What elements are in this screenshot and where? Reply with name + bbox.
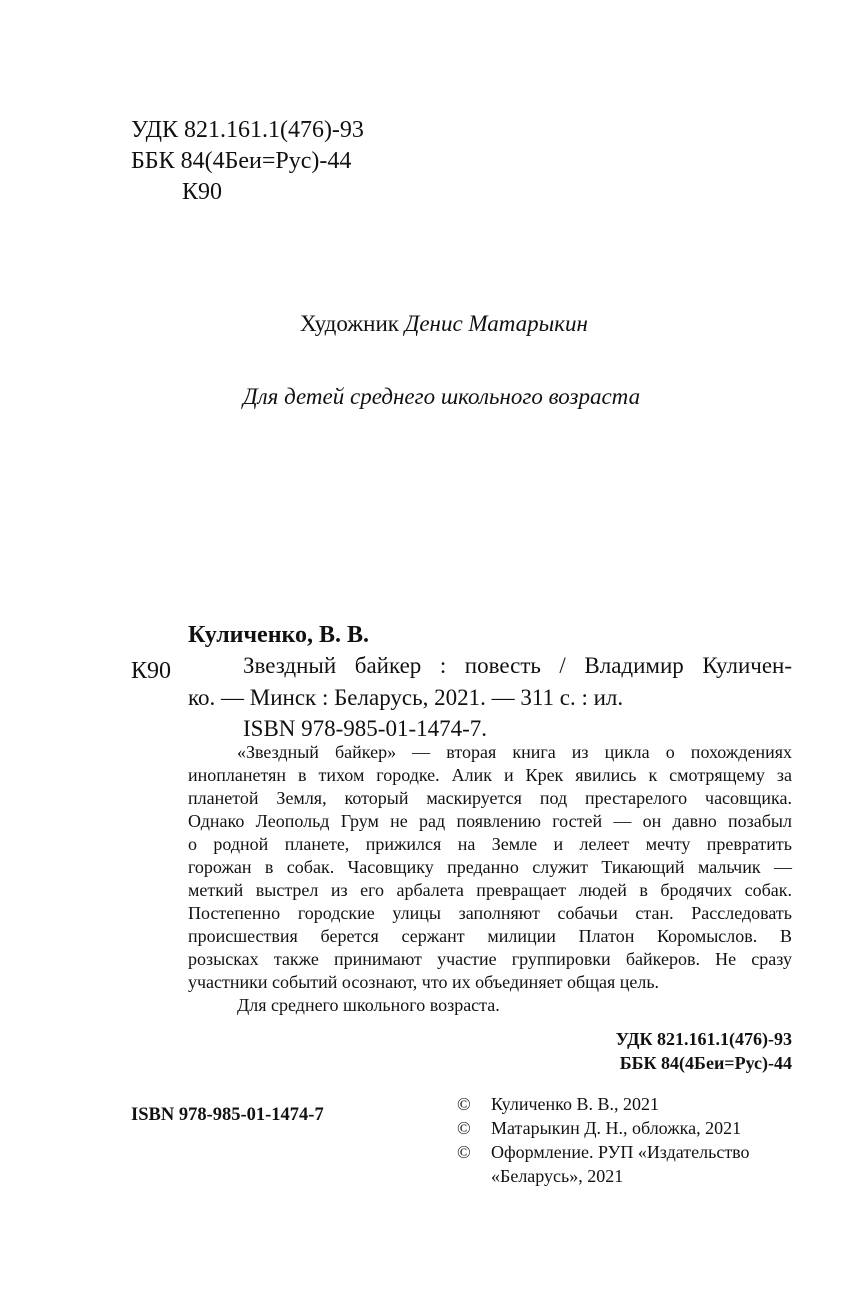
annotation-line: планетой Земля, который маскируется под престарелого часовщика. xyxy=(188,788,792,808)
annotation-line: меткий выстрел из его арбалета превращает людей в бродячих собак. xyxy=(188,880,792,900)
copyright-line: Матарыкин Д. Н., обложка, 2021 xyxy=(491,1118,742,1138)
copyright-symbol: © xyxy=(457,1094,471,1114)
audience-line: Для детей среднего школьного возраста xyxy=(243,384,641,409)
annotation-line: о родной планете, прижился на Земле и лелеет мечту превратить xyxy=(188,834,792,854)
annotation-line: «Звездный байкер» — вторая книга из цикла о похождениях xyxy=(237,742,792,762)
annotation-line: участники событий осознают, что их объединяет общая цель. xyxy=(188,972,660,992)
card-udk: УДК 821.161.1(476)-93 xyxy=(615,1029,792,1049)
annotation-line: Постепенно городские улицы заполняют собачьи стан. Расследовать xyxy=(188,903,792,923)
artist-name: Денис Матарыкин xyxy=(404,311,588,336)
isbn-line: ISBN 978-985-01-1474-7. xyxy=(243,716,488,741)
copyright-line: Оформление. РУП «Издательство xyxy=(491,1142,750,1162)
bib-line-2: ко. — Минск : Беларусь, 2021. — 311 с. : ил. xyxy=(188,685,624,710)
annotation-line: происшествия берется сержант милиции Платон Коромыслов. В xyxy=(188,926,792,946)
annotation-line: Однако Леопольд Грум не рад появлению гостей — он давно позабыл xyxy=(188,811,792,831)
udk-code: УДК 821.161.1(476)-93 xyxy=(131,117,364,143)
copyright-line: «Беларусь», 2021 xyxy=(491,1166,624,1186)
annotation-line: инопланетян в тихом городке. Алик и Крек явились к смотрящему за xyxy=(188,765,792,785)
annotation-line: розысках также принимают участие группировки байкеров. Не сразу xyxy=(188,949,792,969)
copyright-line: Куличенко В. В., 2021 xyxy=(491,1094,659,1114)
artist-label: Художник xyxy=(300,311,399,336)
catalog-author-mark: К90 xyxy=(131,658,172,684)
footer-isbn: ISBN 978-985-01-1474-7 xyxy=(131,1105,324,1125)
bib-line-1: Звездный байкер : повесть / Владимир Куличен- xyxy=(243,653,792,678)
bbk-code: ББК 84(4Беи=Рус)-44 xyxy=(131,148,352,174)
annotation-line: горожан в собак. Часовщику преданно служит Тикающий мальчик — xyxy=(188,857,792,877)
card-bbk: ББК 84(4Беи=Рус)-44 xyxy=(619,1053,792,1073)
copyright-symbol: © xyxy=(457,1118,471,1138)
author-mark: К90 xyxy=(182,179,223,205)
artist-credit xyxy=(300,309,588,339)
copyright-symbol: © xyxy=(457,1142,471,1162)
audience-note: Для среднего школьного возраста. xyxy=(237,995,500,1015)
catalog-author: Куличенко, В. В. xyxy=(188,622,370,648)
